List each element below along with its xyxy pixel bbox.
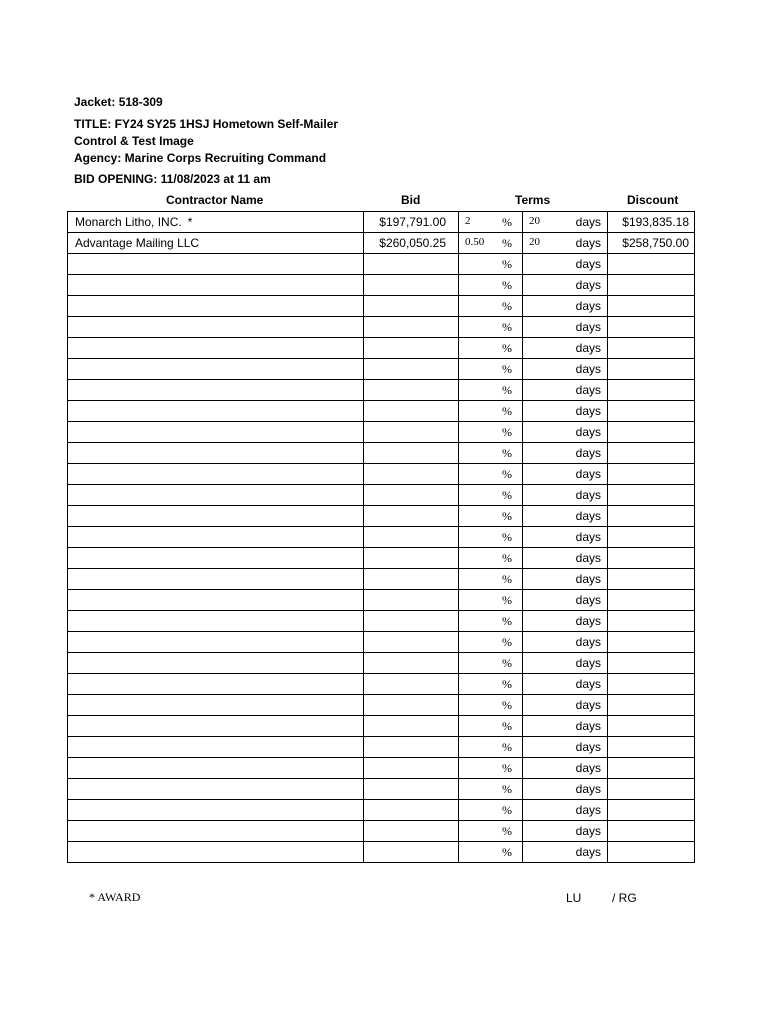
jacket-number: Jacket: 518-309 <box>74 95 163 109</box>
table-row <box>68 716 695 737</box>
terms-days-cell <box>523 800 608 821</box>
contractor-name-cell <box>68 569 364 590</box>
terms-percent-cell <box>459 401 523 422</box>
title-line-1: TITLE: FY24 SY25 1HSJ Hometown Self-Mailer <box>74 117 339 131</box>
table-row <box>68 695 695 716</box>
terms-percent-cell <box>459 380 523 401</box>
percent-sign: % <box>502 551 512 565</box>
contractor-name-cell <box>68 779 364 800</box>
terms-days-cell <box>523 842 608 863</box>
table-row <box>68 380 695 401</box>
discount-amount <box>608 548 695 569</box>
days-label: days <box>575 236 601 250</box>
table-row <box>68 338 695 359</box>
percent-sign: % <box>502 782 512 796</box>
terms-percent-cell <box>459 611 523 632</box>
table-row <box>68 359 695 380</box>
terms-percent-cell <box>459 842 523 863</box>
days-label: days <box>575 509 601 523</box>
terms-days-cell <box>523 485 608 506</box>
percent-sign: % <box>502 278 512 292</box>
terms-days-cell <box>523 737 608 758</box>
days-label: days <box>575 635 601 649</box>
column-header-bid: Bid <box>401 193 421 207</box>
discount-amount: $193,835.18 <box>608 212 695 233</box>
discount-amount <box>608 485 695 506</box>
terms-percent-cell <box>459 359 523 380</box>
percent-sign: % <box>502 719 512 733</box>
contractor-name-cell <box>68 254 364 275</box>
terms-percent-cell <box>459 569 523 590</box>
initials-rg: / RG <box>612 891 637 905</box>
terms-percent-cell <box>459 716 523 737</box>
percent-sign: % <box>502 320 512 334</box>
terms-percent-cell <box>459 632 523 653</box>
terms-percent-cell <box>459 758 523 779</box>
days-label: days <box>575 824 601 838</box>
bid-amount: $260,050.25 <box>364 233 459 254</box>
contractor-name-cell <box>68 443 364 464</box>
terms-percent-cell <box>459 779 523 800</box>
days-label: days <box>575 740 601 754</box>
table-row <box>68 212 695 233</box>
terms-days-cell <box>523 422 608 443</box>
contractor-name-cell <box>68 317 364 338</box>
table-row <box>68 548 695 569</box>
contractor-name-cell <box>68 296 364 317</box>
contractor-name-cell <box>68 632 364 653</box>
table-row <box>68 464 695 485</box>
terms-days-cell <box>523 506 608 527</box>
bid-amount <box>364 569 459 590</box>
award-note: * AWARD <box>89 890 141 904</box>
days-label: days <box>575 845 601 859</box>
bid-amount <box>364 653 459 674</box>
days-label: days <box>575 362 601 376</box>
discount-amount <box>608 716 695 737</box>
percent-sign: % <box>502 215 512 229</box>
percent-sign: % <box>502 614 512 628</box>
days-label: days <box>575 761 601 775</box>
bid-amount <box>364 275 459 296</box>
bid-amount <box>364 338 459 359</box>
table-row <box>68 779 695 800</box>
terms-days-cell <box>523 674 608 695</box>
terms-days-cell <box>523 821 608 842</box>
days-label: days <box>575 488 601 502</box>
contractor-name-cell <box>68 653 364 674</box>
bid-amount <box>364 422 459 443</box>
bid-opening: BID OPENING: 11/08/2023 at 11 am <box>74 172 271 186</box>
terms-days-cell <box>523 464 608 485</box>
discount-amount: $258,750.00 <box>608 233 695 254</box>
table-row <box>68 296 695 317</box>
bid-amount <box>364 359 459 380</box>
bid-amount <box>364 296 459 317</box>
percent-sign: % <box>502 824 512 838</box>
percent-sign: % <box>502 509 512 523</box>
percent-sign: % <box>502 845 512 859</box>
contractor-name-cell <box>68 464 364 485</box>
contractor-name-cell <box>68 338 364 359</box>
contractor-name-cell <box>68 212 364 233</box>
terms-days-cell <box>523 779 608 800</box>
percent-sign: % <box>502 698 512 712</box>
terms-percent-cell <box>459 464 523 485</box>
terms-days-cell <box>523 611 608 632</box>
bid-amount <box>364 611 459 632</box>
bid-amount <box>364 632 459 653</box>
terms-percent-value: 0.50 <box>465 236 485 248</box>
bid-amount <box>364 527 459 548</box>
discount-amount <box>608 338 695 359</box>
discount-amount <box>608 422 695 443</box>
terms-days-value: 20 <box>529 215 540 227</box>
discount-amount <box>608 464 695 485</box>
title-line-2: Control & Test Image <box>74 134 194 148</box>
contractor-name-cell <box>68 611 364 632</box>
table-row <box>68 632 695 653</box>
terms-days-cell <box>523 233 608 254</box>
table-row <box>68 401 695 422</box>
terms-days-cell <box>523 653 608 674</box>
contractor-name-cell <box>68 716 364 737</box>
table-row <box>68 611 695 632</box>
days-label: days <box>575 215 601 229</box>
contractor-name-cell <box>68 590 364 611</box>
terms-percent-value: 2 <box>465 215 471 227</box>
terms-days-cell <box>523 695 608 716</box>
terms-percent-cell <box>459 254 523 275</box>
contractor-name-cell <box>68 737 364 758</box>
percent-sign: % <box>502 299 512 313</box>
days-label: days <box>575 467 601 481</box>
contractor-name-cell <box>68 506 364 527</box>
days-label: days <box>575 530 601 544</box>
terms-percent-cell <box>459 233 523 254</box>
bid-amount <box>364 779 459 800</box>
percent-sign: % <box>502 677 512 691</box>
bid-amount <box>364 548 459 569</box>
terms-percent-cell <box>459 317 523 338</box>
bid-amount <box>364 590 459 611</box>
terms-percent-cell <box>459 212 523 233</box>
terms-days-cell <box>523 275 608 296</box>
terms-percent-cell <box>459 653 523 674</box>
percent-sign: % <box>502 593 512 607</box>
discount-amount <box>608 695 695 716</box>
percent-sign: % <box>502 656 512 670</box>
terms-percent-cell <box>459 485 523 506</box>
terms-days-value: 20 <box>529 236 540 248</box>
bid-amount <box>364 758 459 779</box>
percent-sign: % <box>502 572 512 586</box>
contractor-name-cell <box>68 758 364 779</box>
terms-percent-cell <box>459 800 523 821</box>
terms-days-cell <box>523 632 608 653</box>
days-label: days <box>575 803 601 817</box>
discount-amount <box>608 317 695 338</box>
bid-amount <box>364 485 459 506</box>
discount-amount <box>608 254 695 275</box>
days-label: days <box>575 782 601 796</box>
terms-days-cell <box>523 716 608 737</box>
discount-amount <box>608 758 695 779</box>
days-label: days <box>575 299 601 313</box>
bid-amount <box>364 380 459 401</box>
terms-days-cell <box>523 212 608 233</box>
agency: Agency: Marine Corps Recruiting Command <box>74 151 327 165</box>
terms-percent-cell <box>459 821 523 842</box>
column-header-discount: Discount <box>627 193 679 207</box>
contractor-name: Monarch Litho, INC. <box>75 215 182 229</box>
terms-percent-cell <box>459 338 523 359</box>
contractor-name-cell <box>68 674 364 695</box>
bid-amount <box>364 737 459 758</box>
table-row <box>68 275 695 296</box>
table-row <box>68 569 695 590</box>
percent-sign: % <box>502 530 512 544</box>
bid-amount <box>364 464 459 485</box>
contractor-name-cell <box>68 548 364 569</box>
days-label: days <box>575 593 601 607</box>
terms-percent-cell <box>459 275 523 296</box>
discount-amount <box>608 380 695 401</box>
discount-amount <box>608 632 695 653</box>
contractor-name-cell <box>68 422 364 443</box>
contractor-name-cell <box>68 359 364 380</box>
days-label: days <box>575 572 601 586</box>
percent-sign: % <box>502 446 512 460</box>
contractor-name: Advantage Mailing LLC <box>75 236 200 250</box>
table-row <box>68 527 695 548</box>
days-label: days <box>575 320 601 334</box>
discount-amount <box>608 401 695 422</box>
terms-percent-cell <box>459 590 523 611</box>
days-label: days <box>575 425 601 439</box>
terms-percent-cell <box>459 443 523 464</box>
percent-sign: % <box>502 425 512 439</box>
table-row <box>68 800 695 821</box>
column-header-contractor: Contractor Name <box>166 193 264 207</box>
terms-percent-cell <box>459 296 523 317</box>
terms-percent-cell <box>459 548 523 569</box>
bid-amount <box>364 317 459 338</box>
days-label: days <box>575 698 601 712</box>
percent-sign: % <box>502 803 512 817</box>
table-row <box>68 821 695 842</box>
discount-amount <box>608 779 695 800</box>
bid-amount <box>364 254 459 275</box>
bid-table <box>67 211 695 863</box>
discount-amount <box>608 296 695 317</box>
table-row <box>68 674 695 695</box>
terms-percent-cell <box>459 506 523 527</box>
terms-percent-cell <box>459 422 523 443</box>
discount-amount <box>608 569 695 590</box>
discount-amount <box>608 527 695 548</box>
bid-amount <box>364 506 459 527</box>
days-label: days <box>575 551 601 565</box>
contractor-name-cell <box>68 527 364 548</box>
days-label: days <box>575 404 601 418</box>
terms-days-cell <box>523 590 608 611</box>
percent-sign: % <box>502 257 512 271</box>
days-label: days <box>575 257 601 271</box>
table-row <box>68 443 695 464</box>
contractor-name-cell <box>68 695 364 716</box>
table-row <box>68 233 695 254</box>
table-row <box>68 317 695 338</box>
table-row <box>68 842 695 863</box>
percent-sign: % <box>502 467 512 481</box>
terms-percent-cell <box>459 527 523 548</box>
bid-amount <box>364 716 459 737</box>
terms-days-cell <box>523 443 608 464</box>
bid-amount: $197,791.00 <box>364 212 459 233</box>
discount-amount <box>608 800 695 821</box>
bid-amount <box>364 443 459 464</box>
terms-days-cell <box>523 254 608 275</box>
percent-sign: % <box>502 488 512 502</box>
terms-days-cell <box>523 401 608 422</box>
discount-amount <box>608 653 695 674</box>
contractor-name-cell <box>68 275 364 296</box>
award-marker: * <box>187 215 193 229</box>
terms-days-cell <box>523 758 608 779</box>
terms-percent-cell <box>459 737 523 758</box>
table-row <box>68 590 695 611</box>
bid-amount <box>364 695 459 716</box>
discount-amount <box>608 590 695 611</box>
days-label: days <box>575 278 601 292</box>
discount-amount <box>608 443 695 464</box>
terms-days-cell <box>523 380 608 401</box>
contractor-name-cell <box>68 821 364 842</box>
percent-sign: % <box>502 761 512 775</box>
column-header-terms: Terms <box>515 193 551 207</box>
discount-amount <box>608 674 695 695</box>
percent-sign: % <box>502 740 512 754</box>
bid-amount <box>364 401 459 422</box>
contractor-name-cell <box>68 485 364 506</box>
percent-sign: % <box>502 404 512 418</box>
percent-sign: % <box>502 341 512 355</box>
percent-sign: % <box>502 635 512 649</box>
terms-days-cell <box>523 527 608 548</box>
terms-percent-cell <box>459 674 523 695</box>
days-label: days <box>575 677 601 691</box>
terms-percent-cell <box>459 695 523 716</box>
table-row <box>68 254 695 275</box>
contractor-name-cell <box>68 800 364 821</box>
percent-sign: % <box>502 383 512 397</box>
discount-amount <box>608 275 695 296</box>
discount-amount <box>608 506 695 527</box>
bid-amount <box>364 821 459 842</box>
discount-amount <box>608 821 695 842</box>
days-label: days <box>575 446 601 460</box>
table-row <box>68 485 695 506</box>
days-label: days <box>575 719 601 733</box>
discount-amount <box>608 842 695 863</box>
table-row <box>68 506 695 527</box>
days-label: days <box>575 383 601 397</box>
percent-sign: % <box>502 236 512 250</box>
initials-lu: LU <box>566 891 582 905</box>
discount-amount <box>608 611 695 632</box>
contractor-name-cell <box>68 401 364 422</box>
bid-amount <box>364 674 459 695</box>
percent-sign: % <box>502 362 512 376</box>
days-label: days <box>575 614 601 628</box>
bid-amount <box>364 800 459 821</box>
days-label: days <box>575 656 601 670</box>
table-row <box>68 422 695 443</box>
table-row <box>68 758 695 779</box>
contractor-name-cell <box>68 842 364 863</box>
table-row <box>68 737 695 758</box>
contractor-name-cell <box>68 233 364 254</box>
terms-days-cell <box>523 359 608 380</box>
terms-days-cell <box>523 338 608 359</box>
contractor-name-cell <box>68 380 364 401</box>
discount-amount <box>608 737 695 758</box>
bid-amount <box>364 842 459 863</box>
discount-amount <box>608 359 695 380</box>
days-label: days <box>575 341 601 355</box>
terms-days-cell <box>523 569 608 590</box>
terms-days-cell <box>523 296 608 317</box>
terms-days-cell <box>523 548 608 569</box>
table-row <box>68 653 695 674</box>
terms-days-cell <box>523 317 608 338</box>
